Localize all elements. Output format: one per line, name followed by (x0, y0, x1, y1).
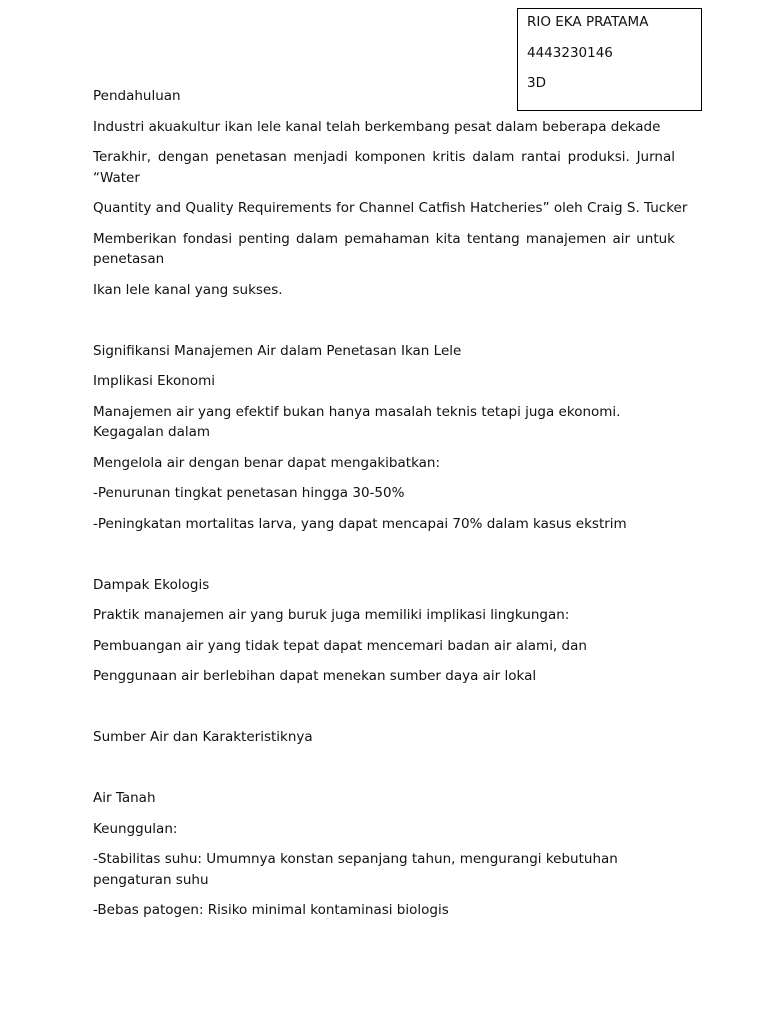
blank-line (93, 758, 675, 789)
paragraph: Manajemen air yang efektif bukan hanya masalah teknis tetapi juga ekonomi. Kegagalan dalam (93, 403, 621, 440)
list-item: -Peningkatan mortalitas larva, yang dapat mencapai 70% dalam kasus ekstrim (93, 515, 627, 532)
document-body (93, 86, 688, 931)
paragraph: Mengelola air dengan benar dapat mengakibatkan: (93, 454, 441, 471)
list-item: -Bebas patogen: Risiko minimal kontaminasi biologis (93, 902, 449, 918)
section-heading-ecology: Dampak Ekologis (93, 576, 210, 593)
section-heading-sources: Sumber Air dan Karakteristiknya (93, 729, 313, 745)
list-item: -Stabilitas suhu: Umumnya konstan sepanjang tahun, mengurangi kebutuhan pengaturan suhu (93, 851, 618, 888)
blank-line (93, 697, 675, 728)
subheading-advantages: Keunggulan: (93, 820, 178, 837)
section-heading-significance: Signifikansi Manajemen Air dalam Penetasan Ikan Lele (93, 342, 462, 359)
paragraph: Penggunaan air berlebihan dapat menekan sumber daya air lokal (93, 668, 537, 684)
paragraph: Ikan lele kanal yang sukses. (93, 281, 283, 298)
student-id: 4443230146 (527, 44, 613, 61)
section-heading-intro: Pendahuluan (93, 88, 181, 104)
paragraph: Quantity and Quality Requirements for Channel Catfish Hatcheries” oleh Craig S. Tucker (93, 200, 688, 216)
list-item: -Penurunan tingkat penetasan hingga 30-50% (93, 485, 405, 501)
paragraph: Pembuangan air yang tidak tepat dapat mencemari badan air alami, dan (93, 637, 587, 654)
paragraph: Memberikan fondasi penting dalam pemahaman kita tentang manajemen air untuk penetasan (93, 230, 675, 267)
blank-line (93, 544, 675, 575)
paragraph: Praktik manajemen air yang buruk juga memiliki implikasi lingkungan: (93, 607, 570, 623)
paragraph: Industri akuakultur ikan lele kanal telah berkembang pesat dalam beberapa dekade (93, 118, 661, 135)
subheading-economic: Implikasi Ekonomi (93, 373, 215, 389)
section-heading-groundwater: Air Tanah (93, 790, 156, 806)
blank-line (93, 310, 675, 341)
student-class: 3D (527, 75, 546, 91)
student-name: RIO EKA PRATAMA (527, 14, 649, 30)
paragraph: Terakhir, dengan penetasan menjadi komponen kritis dalam rantai produksi. Jurnal “Water (93, 149, 675, 186)
